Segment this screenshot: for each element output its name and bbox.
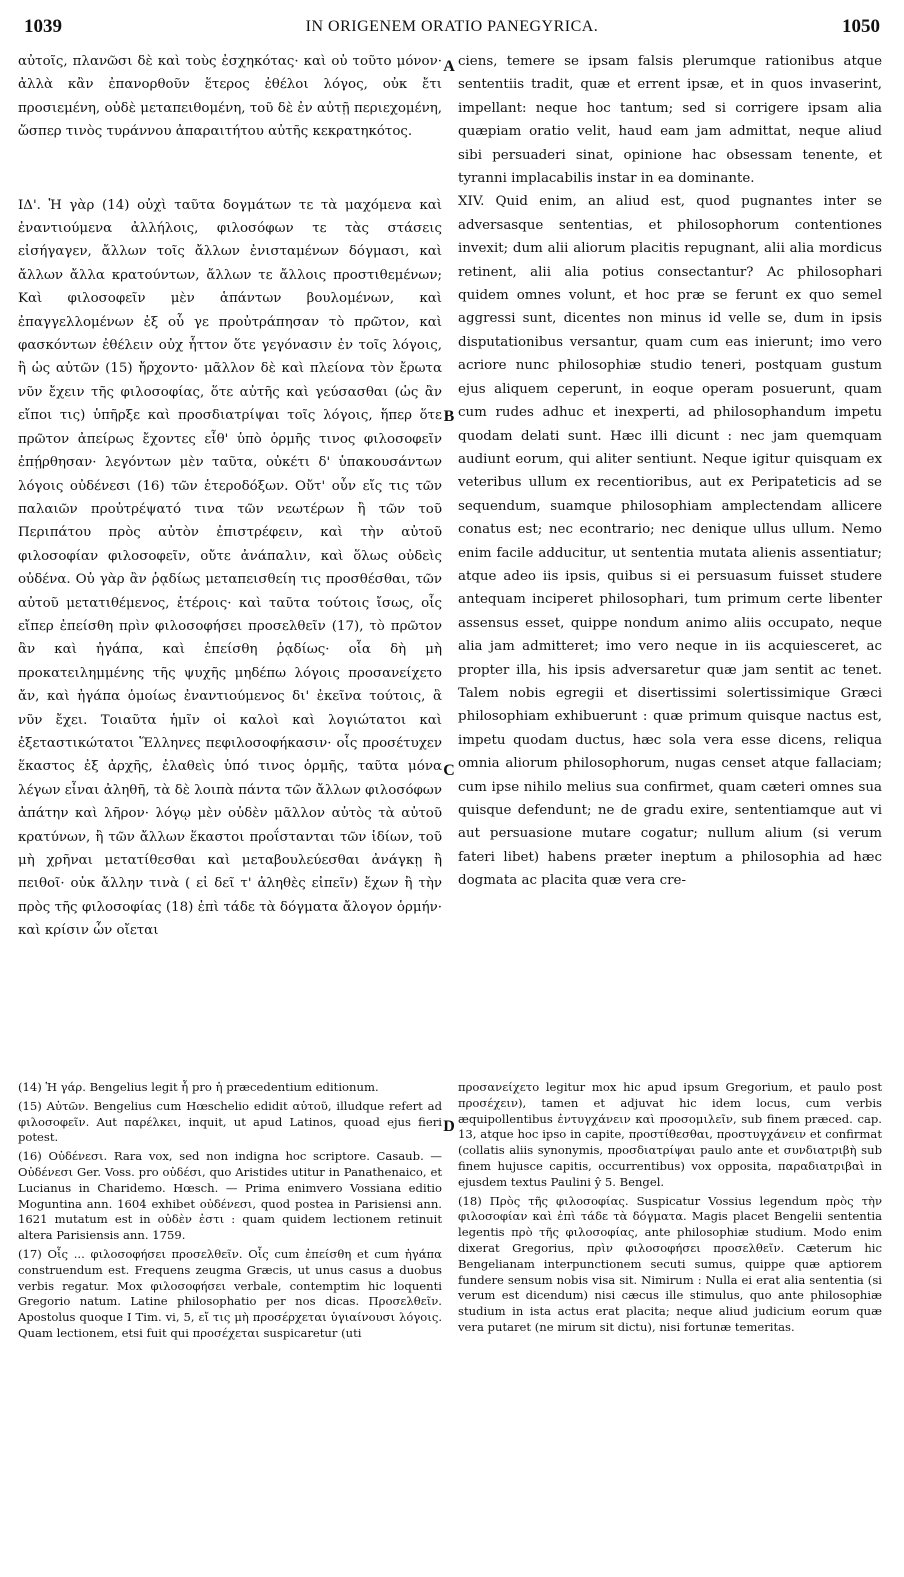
footnote-16: (16) Οὐδένεσι. Rara vox, sed non indigna hoc scriptore. Casaub. — Οὐδένεσι Ger. Voss. pro οὐδέσι, quo Aristides utitur in Panathenaico, et Lucianus in Charidemo. Hœsch. — Prima enimvero Vossiana editio Moguntina ann. 1604 exhibet οὐδένεσι, quod postea in Parisiensi ann. 1621 mutatum est in οὐδὲν ἐστι : quam quidem lectionem retinuit altera Parisiensis ann. 1759. (18, 1149, 442, 1243)
greek-paragraph-1: αὐτοῖς, πλανῶσι δὲ καὶ τοὺς ἐσχηκότας· καὶ οὐ τοῦτο μόνον· ἀλλὰ κἂν ἐπανορθοῦν ἕτερος ἐθέλοι λόγος, οὐκ ἔτι προσιεμένη, οὐδὲ μεταπειθομένη, τοῦ δὲ ἐν αὐτῇ περιεχομένη, ὥσπερ τινὸς τυράννου ἀπαραιτήτου αὐτῆς κεκρατηκότος. (18, 54, 442, 140)
greek-paragraph-2: ΙΔ'. Ἡ γὰρ (14) οὐχὶ ταῦτα δογμάτων τε τὰ μαχόμενα καὶ ἐναντιούμενα ἀλλήλοις, φιλοσόφων τε τὰς στάσεις εἰσήγαγεν, ἄλλων τοῖς ἄλλων ἐνισταμένων δόγμασι, καὶ ἄλλων ἄλλα κρατούντων, ἄλλων τε ἄλλοις προστιθεμένων; Καὶ φιλοσοφεῖν μὲν ἁπάντων βουλομένων, καὶ ἐπαγγελλομένων ἐξ οὗ γε προὐτράπησαν τὸ πρῶτον, καὶ φασκόντων ἐθέλειν οὐχ ἧττον ὅτε γεγόνασιν ἐν τοῖς λόγοις, ἢ ὡς αὐτῶν (15) ἤρχοντο· μᾶλλον δὲ καὶ πλείονα τὸν ἔρωτα νῦν ἔχειν τῆς φιλοσοφίας, ὅτε αὐτῆς καὶ γεύσασθαι (ὡς ἂν εἴποι τις) ὑπῆρξε καὶ προσδιατρίψαι τοῖς λόγοις, ἥπερ ὅτε πρῶτον ἀπείρως ἔχοντες εἶθ' ὑπὸ ὁρμῆς τινος φιλοσοφεῖν ἐπῄρθησαν· λεγόντων μὲν ταῦτα, οὐκέτι δ' ὑπακουσάντων λόγοις οὐδένεσι (16) τῶν ἑτεροδόξων. Οὔτ' οὖν εἴς τις τῶν παλαιῶν προὐτρέψατό τινα τῶν νεωτέρων ἢ τῶν τοῦ Περιπάτου πρὸς αὐτὸν ἐπιστρέφειν, καὶ τὴν αὐτοῦ φιλοσοφίαν φιλοσοφεῖν, οὔτε ἀνάπαλιν, καὶ ὅλως οὐδεὶς οὐδένα. Οὐ γὰρ ἂν ῥᾳδίως μεταπεισθείη τις προσθέσθαι, τῶν αὐτοῦ μετατιθέμενος, ἑτέροις· καὶ ταῦτα τούτοις ἴσως, οἷς εἴπερ ἐπείσθη πρὶν φιλοσοφήσει προσελθεῖν (17), τὸ πρῶτον ἂν καὶ ἠγάπα, καὶ ἐπείσθη ῥᾳδίως· οἷα δὴ μὴ προκατειλημμένης τῆς ψυχῆς μηδέπω λόγοις προσανείχετο ἄν, καὶ ἠγάπα ὁμοίως ἐναντιούμενος δι' ἐκεῖνα τούτοις, ἃ νῦν ἔχει. Τοιαῦτα ἡμῖν οἱ καλοὶ καὶ λογιώτατοι καὶ ἐξεταστικώτατοι Ἕλληνες πεφιλοσοφήκασιν· οἷς προσέτυχεν ἕκαστος ἐξ ἀρχῆς, ἐλαθεὶς ὑπό τινος ὁρμῆς, ταῦτα μόνα λέγων εἶναι ἀληθῆ, τὰ δὲ λοιπὰ πάντα τῶν ἄλλων φιλοσόφων ἀπάτην καὶ λῆρον· λόγῳ μὲν οὐδὲν μᾶλλον αὐτὸς τὰ αὐτοῦ κρατύνων, ἢ τῶν ἄλλων ἕκαστοι προΐστανται τῶν ἰδίων, τοῦ μὴ χρῆναι μετατίθεσθαι καὶ μεταβουλεύεσθαι ἀνάγκῃ ἢ πειθοῖ· οὐκ ἄλλην τινὰ ( εἰ δεῖ τ' ἀληθὲς εἰπεῖν) ἔχων ἢ τὴν πρὸς τῆς φιλοσοφίας (18) ἐπὶ τάδε τὰ δόγματα ἄλογον ὁρμήν· καὶ κρίσιν ὧν οἴεται (18, 197, 442, 939)
latin-paragraph-2: XIV. Quid enim, an aliud est, quod pugnantes inter se adversasque sententias, et philosophorum contentiones invexit; dum alii aliorum placitis repugnant, alii alia mordicus retinent, alii alia potius consectantur? Ac philosophari quidem omnes volunt, et hoc præ se ferunt ex quo semel aggressi sunt, dicentes non minus id velle se, dum in ipsis disputationibus versantur, quam cum eas inierunt; imo vero acriore nunc philosophiæ studio teneri, postquam gustum ejus aliquem ceperunt, in eoque operam posuerunt, quam cum rudes adhuc et inexperti, ad philosophandum impetu quodam delati sunt. Hæc illi dicunt : nec jam quemquam audiunt eorum, qui aliter sentiunt. Neque igitur quisquam ex veteribus ullum ex recentioribus, aut ex Peripateticis ad se sequendum, suamque philosophiam amplectendam allicere conatus est; nec econtrario; nec denique ullus ullum. Nemo enim facile adducitur, ut sententia mutata alienis assentiatur; atque adeo iis ipsis, quibus si ei persuasum fuisset studere antequam inciperet philosophari, tum primum certe libenter assensus esset, quippe nondum animo aliis occupato, neque alia jam admitteret; imo vero neque in iis acquiesceret, ac propter illa, his ipsis adversaretur quæ jam sentit ac tenet. Talem nobis egregii et disertissimi solertissimique Græci philosophiam exhibuerunt : quæ primum quisque nactus est, impetu quodam ductus, hæc sola vera esse dicens, reliqua omnia aliorum philosophorum, nugas censet atque fallaciam; cum ipse nihilo melius sua confirmet, quam cæteri omnes sua quisque defendunt; ne de gradu exire, sententiamque aut vi aut persuasione mutare cogatur; nullum alium (si verum fateri libet) habens præter ineptum a philosophia ad hæc dogmata ac placita quæ vera cre- (458, 194, 882, 889)
footnote-15: (15) Αὐτῶν. Bengelius cum Hœschelio edidit αὐτοῦ, illudque refert ad φιλοσοφεῖν. Aut παρέλκει, inquit, ut apud Latinos, quoad ejus fieri potest. (18, 1098, 442, 1145)
footnote-17: (17) Οἷς ... φιλοσοφήσει προσελθεῖν. Οἷς cum ἐπείσθη et cum ἠγάπα construendum est. Frequens zeugma Græcis, ut unus casus a duobus verbis regatur. Mox φιλοσοφήσει verbale, contemptim hic loquenti Gregorio natum. Latine philosophatio per nos dicas. Προσελθεῖν. Apostolus quoque I Tim. vi, 5, εἴ τις μὴ προσέρχεται ὑγιαίνουσι λόγοις. Quam lectionem, etsi fuit qui προσέχεται suspicaretur (uti (18, 1246, 442, 1340)
notes-right-column (458, 1080, 882, 1565)
margin-letter-d: D (443, 1118, 455, 1135)
page-number-left: 1039 (24, 16, 62, 37)
page-header (24, 16, 880, 46)
greek-column (18, 50, 442, 1062)
section-gap (18, 144, 442, 194)
latin-paragraph-1: ciens, temere se ipsam falsis plerumque rationibus atque sententiis tradit, quæ et errent ipsæ, et in quos invaserint, impellant: neque hoc tantum; sed si corrigere ipsam alia quæpiam oratio velit, haud eam jam admittat, neque aliud sibi persuaderi sinat, opinione hac obsessam tenente, et tyranni implacabilis instar in ea dominante. (458, 54, 882, 187)
margin-letter-b: B (443, 408, 455, 425)
footnote-14: (14) Ἡ γάρ. Bengelius legit ἦ pro ἡ præcedentium editionum. (18, 1080, 379, 1094)
latin-column (458, 50, 882, 1062)
footnote-17-continued: προσανείχετο legitur mox hic apud ipsum Gregorium, et paulo post προσέχειν), tamen et adjuvat hic idem locus, cum verbis æquipollentibus ἐντυγχάνειν καὶ προσομιλεῖν, sub finem præced. cap. 13, atque hoc ipso in capite, προστίθεσθαι, προστυγχάνειν et confirmat (collatis aliis synonymis, προσδιατρίψαι paulo ante et συνδιατριβὴ sub finem hujusce capitis, occurrentibus) vox opposita, παραδιατριβαὶ in ejusdem textus Paulini ŷ 5. Bengel. (458, 1080, 882, 1189)
running-title: IN ORIGENEM ORATIO PANEGYRICA. (305, 18, 599, 35)
margin-letter-a: A (443, 58, 455, 75)
footnote-18: (18) Πρὸς τῆς φιλοσοφίας. Suspicatur Vossius legendum πρὸς τὴν φιλοσοφίαν καὶ ἐπὶ τάδε τὰ δόγματα. Magis placet Bengelii sententia legentis πρὸ τῆς φιλοσοφίας, ante philosophiæ studium. Modo enim dixerat Gregorius, πρὶν φιλοσοφήσει προσελθεῖν. Cæterum hic Bengelianam interpunctionem secuti sumus, quippe quæ aptiorem fundere sensum nobis visa sit. Nimirum : Nulla ei erat alia sententia (si verum est dicendum) nisi cæcus ille stimulus, quo ante philosophiæ studium in ista actus erat placita; neque aliud judicium eorum quæ vera putaret (ne mirum sit dictu), nisi fortunæ temeritas. (458, 1193, 882, 1334)
page-number-right: 1050 (842, 16, 880, 37)
notes-left-column (18, 1080, 442, 1565)
margin-letter-c: C (443, 762, 455, 779)
